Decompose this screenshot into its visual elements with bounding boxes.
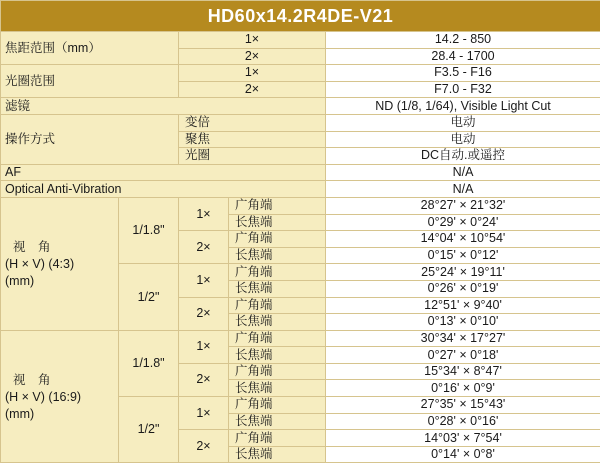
focal-length-value: 28.4 - 1700 [326,48,600,65]
operation-item: 聚焦 [179,131,326,148]
zoom-mode: 2× [179,231,229,264]
focal-end: 广角端 [229,297,326,314]
view-angle-value: 0°29' × 0°24' [326,214,600,231]
view-angle-43-label [1,197,119,330]
af-value: N/A [326,164,600,181]
view-angle-value: 27°35' × 15°43' [326,397,600,414]
view-angle-row [1,330,600,347]
focal-end: 长焦端 [229,247,326,264]
focal-length-label: 焦距范围（mm） [1,32,179,65]
operation-row [1,114,600,131]
view-angle-169-label [1,330,119,463]
operation-value: DC自动.或遥控 [326,148,600,165]
view-angle-value: 0°13' × 0°10' [326,314,600,331]
view-angle-value: 30°34' × 17°27' [326,330,600,347]
zoom-mode: 1× [179,197,229,230]
zoom-mode: 2× [179,363,229,396]
aperture-label: 光圈范围 [1,65,179,98]
view-angle-value: 0°14' × 0°8' [326,446,600,463]
filter-label: 滤镜 [1,98,326,115]
view-angle-value: 12°51' × 9°40' [326,297,600,314]
view-angle-title: 视 角 [5,372,114,389]
focal-end: 广角端 [229,363,326,380]
zoom-mode: 1× [179,397,229,430]
focal-length-mode: 2× [179,48,326,65]
focal-end: 长焦端 [229,413,326,430]
aperture-mode: 2× [179,81,326,98]
focal-end: 广角端 [229,430,326,447]
focal-length-value: 14.2 - 850 [326,32,600,49]
aperture-value: F3.5 - F16 [326,65,600,82]
view-angle-value: 0°15' × 0°12' [326,247,600,264]
focal-length-mode: 1× [179,32,326,49]
view-angle-row [1,197,600,214]
operation-value: 电动 [326,114,600,131]
product-title: HD60x14.2R4DE-V21 [1,1,600,32]
view-angle-ratio: (H × V) (4:3) [5,256,114,273]
zoom-mode: 2× [179,297,229,330]
focal-end: 广角端 [229,330,326,347]
view-angle-title: 视 角 [5,239,114,256]
focal-end: 长焦端 [229,214,326,231]
operation-item: 变倍 [179,114,326,131]
focal-end: 长焦端 [229,280,326,297]
zoom-mode: 1× [179,264,229,297]
ois-label: Optical Anti-Vibration [1,181,326,198]
aperture-mode: 1× [179,65,326,82]
focal-end: 长焦端 [229,347,326,364]
view-angle-ratio: (H × V) (16:9) [5,389,114,406]
view-angle-unit: (mm) [5,406,114,423]
filter-value: ND (1/8, 1/64), Visible Light Cut [326,98,600,115]
sensor-size: 1/2" [119,264,179,330]
view-angle-unit: (mm) [5,273,114,290]
focal-end: 广角端 [229,197,326,214]
operation-item: 光圈 [179,148,326,165]
sensor-size: 1/2" [119,397,179,463]
operation-value: 电动 [326,131,600,148]
focal-end: 广角端 [229,264,326,281]
view-angle-value: 0°26' × 0°19' [326,280,600,297]
zoom-mode: 1× [179,330,229,363]
aperture-value: F7.0 - F32 [326,81,600,98]
operation-label: 操作方式 [1,114,179,164]
view-angle-value: 25°24' × 19°11' [326,264,600,281]
focal-end: 广角端 [229,231,326,248]
view-angle-value: 0°16' × 0°9' [326,380,600,397]
view-angle-value: 0°28' × 0°16' [326,413,600,430]
view-angle-value: 14°03' × 7°54' [326,430,600,447]
title-row [1,1,600,32]
view-angle-value: 14°04' × 10°54' [326,231,600,248]
filter-row [1,98,600,115]
sensor-size: 1/1.8" [119,330,179,396]
af-label: AF [1,164,326,181]
view-angle-value: 0°27' × 0°18' [326,347,600,364]
view-angle-value: 28°27' × 21°32' [326,197,600,214]
zoom-mode: 2× [179,430,229,463]
sensor-size: 1/1.8" [119,197,179,263]
focal-length-row [1,32,600,49]
ois-row [1,181,600,198]
aperture-row [1,65,600,82]
view-angle-value: 15°34' × 8°47' [326,363,600,380]
af-row [1,164,600,181]
focal-end: 长焦端 [229,446,326,463]
focal-end: 长焦端 [229,380,326,397]
ois-value: N/A [326,181,600,198]
focal-end: 长焦端 [229,314,326,331]
focal-end: 广角端 [229,397,326,414]
